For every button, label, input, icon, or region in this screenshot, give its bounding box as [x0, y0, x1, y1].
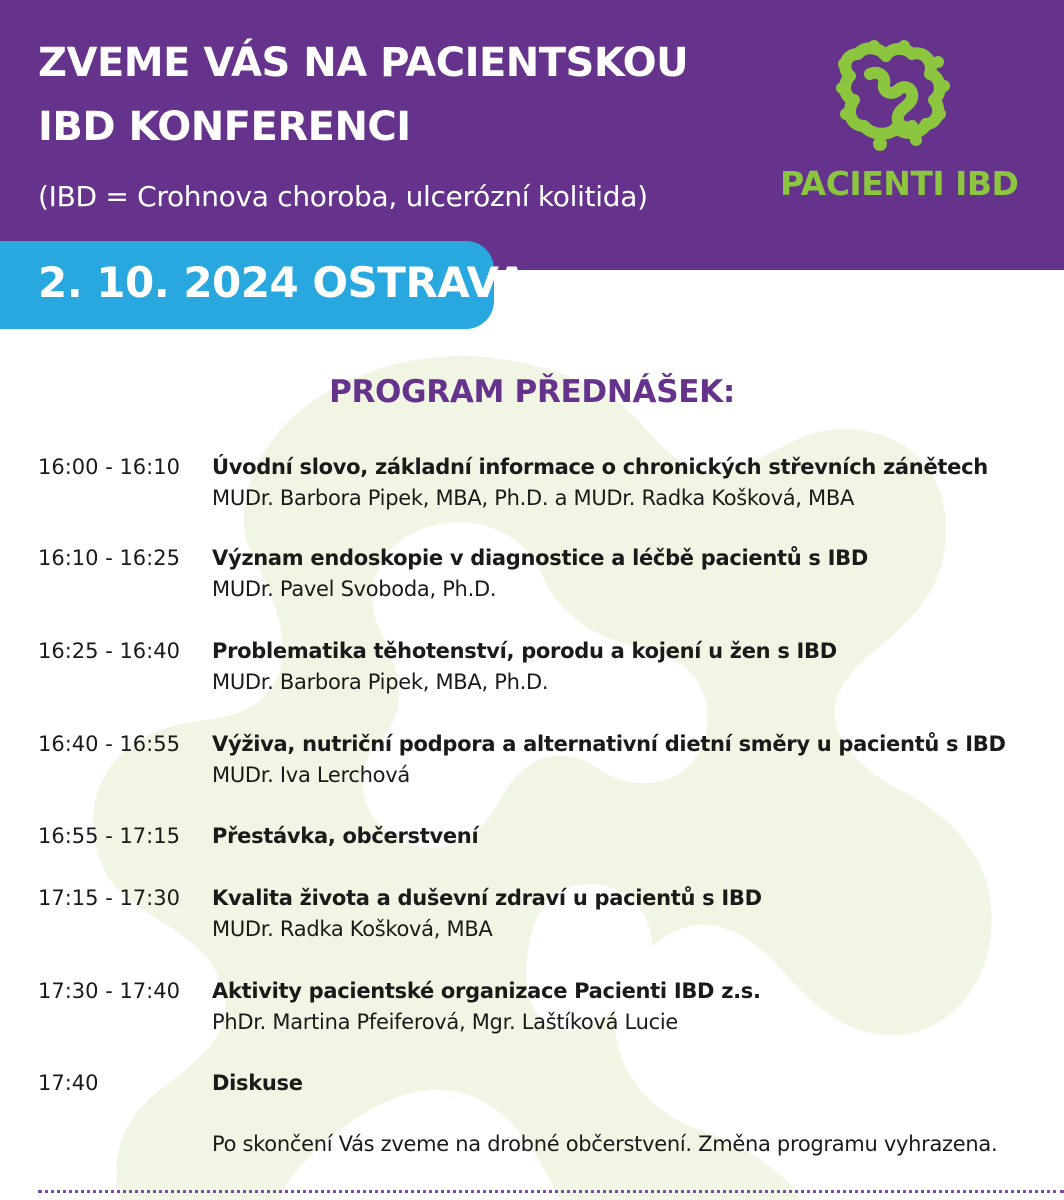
schedule-speaker: MUDr. Iva Lerchová: [212, 763, 410, 787]
intestine-icon: [834, 40, 950, 154]
schedule-time: 17:15 - 17:30: [38, 886, 180, 910]
divider: [38, 1190, 1064, 1193]
schedule-topic: Význam endoskopie v diagnostice a léčbě pacientů s IBD: [212, 546, 868, 570]
schedule-topic: Přestávka, občerstvení: [212, 824, 479, 848]
schedule-topic: Kvalita života a duševní zdraví u pacientů s IBD: [212, 886, 762, 910]
page-subtitle: (IBD = Crohnova choroba, ulcerózní kolitida): [38, 180, 648, 213]
page-title-line-2: IBD KONFERENCI: [38, 104, 411, 150]
logo-text: PACIENTI IBD: [780, 164, 1019, 203]
schedule-time: 16:55 - 17:15: [38, 824, 180, 848]
schedule-time: 16:25 - 16:40: [38, 639, 180, 663]
schedule-speaker: MUDr. Pavel Svoboda, Ph.D.: [212, 577, 497, 601]
schedule-time: 17:30 - 17:40: [38, 979, 180, 1003]
page-title-line-1: ZVEME VÁS NA PACIENTSKOU: [38, 40, 689, 86]
schedule-speaker: PhDr. Martina Pfeiferová, Mgr. Laštíková Lucie: [212, 1010, 678, 1034]
schedule-topic: Aktivity pacientské organizace Pacienti IBD z.s.: [212, 979, 761, 1003]
schedule-speaker: MUDr. Barbora Pipek, MBA, Ph.D. a MUDr. Radka Košková, MBA: [212, 486, 855, 510]
schedule-topic: Problematika těhotenství, porodu a kojení u žen s IBD: [212, 639, 837, 663]
schedule-time: 17:40: [38, 1071, 99, 1095]
schedule-time: 16:40 - 16:55: [38, 732, 180, 756]
schedule-time: 16:00 - 16:10: [38, 455, 180, 479]
schedule-speaker: MUDr. Radka Košková, MBA: [212, 917, 493, 941]
schedule-topic: Výživa, nutriční podpora a alternativní dietní směry u pacientů s IBD: [212, 732, 1006, 756]
program-heading: PROGRAM PŘEDNÁŠEK:: [329, 374, 735, 410]
schedule-topic: Diskuse: [212, 1071, 303, 1095]
date-location: 2. 10. 2024 OSTRAVA: [38, 258, 528, 307]
schedule-topic: Úvodní slovo, základní informace o chronických střevních zánětech: [212, 455, 988, 479]
schedule-time: 16:10 - 16:25: [38, 546, 180, 570]
footer-note: Po skončení Vás zveme na drobné občerstvení. Změna programu vyhrazena.: [212, 1132, 998, 1156]
schedule-speaker: MUDr. Barbora Pipek, MBA, Ph.D.: [212, 670, 549, 694]
